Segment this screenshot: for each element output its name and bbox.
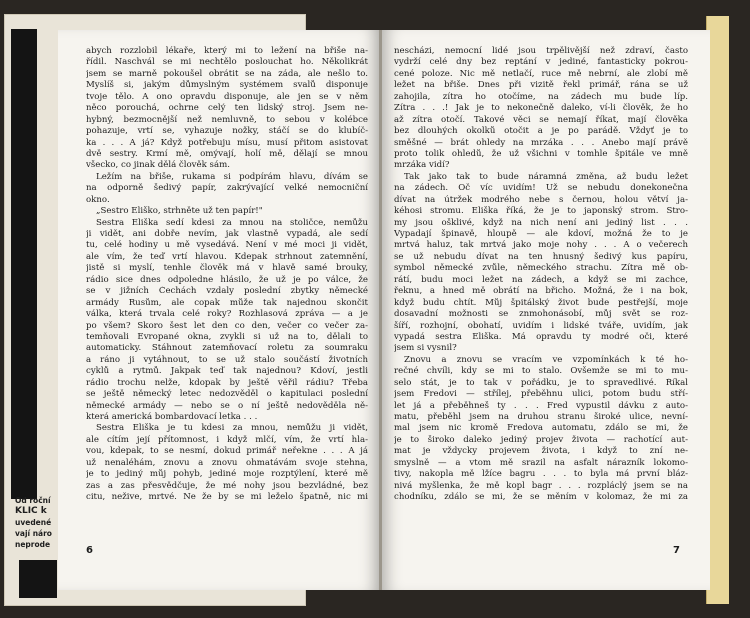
text-line: německé armády — nebo se o ní ještě nedověděla ně-: [86, 400, 368, 411]
text-line: mrzáka vidí?: [394, 160, 450, 171]
text-line: jsem Fredovi — střílej, přeběhnu ulici, potom budu stří-: [394, 389, 688, 400]
text-line: rátí, budu moci ležet na zádech, a když se mi zachce,: [394, 274, 688, 285]
text-line: ale cítím její přítomnost, i když mlčí, vím, že vrtí hla-: [86, 434, 368, 445]
text-line: šíří, rozhojní, obohatí, uvidím i lidské tváře, uvidím, jak: [394, 320, 688, 331]
black-spine-strip: [11, 29, 37, 499]
text-line: ka . . . A já? Když potřebuju mísu, musí přitom asistovat: [86, 137, 368, 148]
text-line: jsem se marně pokoušel obrátit se na záda, ale nešlo to.: [86, 68, 368, 79]
text-line: cené poloze. Nic mě netlačí, ruce mě nebrní, ale zlobí mě: [394, 68, 688, 79]
text-line: dívat na útržek modrého nebe s černou, holou větví ja-: [394, 194, 688, 205]
text-line: ležet na břiše. Dnes při vizitě řekl primář, rána se už: [394, 80, 688, 91]
underlying-line: vají náro: [15, 529, 52, 538]
text-line: je to jediný můj pohyb, jediné moje rozptýlení, které mě: [86, 469, 368, 480]
text-line: se ještě německý letec nedozvěděl o kapitulaci poslední: [86, 389, 368, 400]
text-line: Myslíš si, jakým důmyslným systémem svalů disponuje: [86, 80, 368, 91]
text-line: tu, celé hodiny u mě vysedává. Není v mé moci ji vidět,: [86, 240, 368, 251]
text-line: zahojila, zítra ho otočíme, na zádech mu bude líp.: [394, 91, 688, 102]
text-line: abych rozzlobil lékaře, který mi to ležení na břiše na-: [86, 46, 368, 56]
text-line: my jsou ošklivé, když na nich není ani jediný list . . .: [394, 217, 688, 228]
text-line: hybný, bezmocnější než nemluvně, to sebou v kolébce: [86, 114, 368, 125]
text-line: matu, přeběhl jsem na druhou stranu široké ulice, nevní-: [394, 412, 688, 422]
text-line: jsem si vysnil?: [394, 343, 457, 354]
text-line: symbol německé zvůle, německého strachu. Zítra mě ob-: [394, 263, 688, 274]
text-line: Tak jako tak to bude náramná změna, až budu ležet: [404, 171, 688, 182]
text-line: ale vím, že teď vrtí hlavou. Kdepak strhnout zatemnění,: [86, 251, 368, 262]
text-line: mal jsem nic kromě Fredova automatu, zdálo se mi, že: [394, 423, 688, 434]
text-line: dosavadní možnosti se znmohonásobí, můj svět se roz-: [394, 309, 688, 320]
text-line: smyslně — a vtom mě srazil na asfalt nárazník lokomo-: [394, 457, 688, 468]
text-line: řeknu, a hned mě obrátí na břicho. Možná, že i na bok,: [394, 286, 688, 297]
text-line: až zítra otočí. Takové věci se nemají říkat, mají člověka: [394, 114, 688, 125]
text-line: rádio sice dnes odpoledne hlásilo, že už je po válce, že: [86, 274, 368, 285]
text-line: selo stát, je to tak v pořádku, je to spravedlivé. Říkal: [394, 377, 688, 388]
text-line: se v jižních Čechách vzdaly poslední zbytky německé: [86, 286, 368, 297]
text-line: jistě si myslí, tenhle člověk má v hlavě samé brouky,: [86, 263, 368, 274]
text-line: všecko, co jinak dělá člověk sám.: [86, 160, 230, 171]
text-line: bez dlouhých okolků otočit a je po parádě. Vždyť je to: [394, 126, 688, 137]
underlying-line: uvedené: [15, 518, 52, 527]
text-line: je to široko daleko jediný projev života — rachotící aut-: [394, 434, 688, 445]
right-page: [382, 30, 710, 590]
text-line: na odporně šedivý papír, zakrývající velké nemocniční: [86, 183, 368, 194]
text-line: kéhosi stromu. Eliška říká, že je to japonský strom. Stro-: [394, 206, 688, 217]
text-line: po všem? Skoro šest let den co den, večer co večer za-: [86, 320, 368, 331]
text-line: řídil. Naschvál se mi nechtělo poslouchat ho. Několikrát: [86, 57, 368, 68]
text-line: válka, která trvala celé roky? Rozhlasová zpráva — a je: [86, 309, 368, 320]
text-line: už nenaléhám, znovu a znovu ohmatávám svoje stehna,: [86, 457, 368, 468]
text-line: tvoje tělo. A ono opravdu disponuje, ale jen se v něm: [86, 91, 368, 102]
text-line: nivá myšlenka, že mě kopl bagr . . . rozpláclý jsem se na: [394, 480, 688, 491]
text-line: rečné chvíli, kdy se mi to stalo. Ovšemže se mi to mu-: [394, 366, 688, 377]
text-line: let já a přeběhneš ty . . . Fred vypustil dávku z auto-: [394, 400, 688, 411]
text-line: Sestra Eliška je tu kdesi za mnou, nemůžu ji vidět,: [96, 423, 368, 434]
text-line: se už nebudu dívat na ten hnusný šedivý kus papíru,: [394, 251, 688, 262]
text-line: mat je vždycky projevem života, i když to zní ne-: [394, 446, 688, 457]
right-page-text: [394, 46, 688, 504]
text-line: směšné — brát ohledy na mrzáka . . . Anebo mají právě: [394, 137, 688, 148]
text-line: Znovu a znovu se vracím ve vzpomínkách k té ho-: [404, 354, 688, 365]
text-line: temňovali Evropané okna, zvykli si už na to, dělali to: [86, 331, 368, 342]
black-bottom-strip: [19, 560, 57, 598]
left-page-text: [86, 46, 368, 504]
text-line: Vypadají špinavě, hloupě — ale kdoví, možná že to je: [394, 229, 688, 239]
page-number-right: 7: [673, 545, 680, 556]
left-page: [58, 30, 380, 590]
text-line: nescházi, nemocní lidé jsou trpělivější než zdraví, často: [394, 46, 688, 56]
text-line: „Sestro Eliško, strhněte už ten papír!": [96, 206, 263, 217]
text-line: ji vidět, ani dobře nevím, jak vlastně vypadá, ale sedí: [86, 229, 368, 239]
text-line: armády Rusům, ale copak může tak najednou skončit: [86, 297, 368, 308]
text-line: Ležím na břiše, rukama si podpírám hlavu, dívám se: [96, 171, 368, 182]
text-line: vydrží celé dny bez reptání v jediné, fantasticky pokrou-: [394, 57, 688, 68]
text-line: Zítra . . .! Jak je to nekonečně daleko, ví-li člověk, že ho: [394, 103, 688, 114]
underlying-line: neprode: [15, 540, 51, 549]
underlying-line: KLIČ k: [15, 506, 47, 516]
text-line: když budu chtít. Můj špitálský život bude pestřejší, moje: [394, 297, 688, 308]
text-line: cyklů a rytmů. Jakpak teď tak najednou? Kdoví, jestli: [86, 366, 368, 377]
text-line: rádio trochu nelže, kdopak by ještě věřil rádiu? Třeba: [86, 377, 368, 388]
text-line: proto tolik ohledů, že už všichni v tomhle špitále ve mně: [394, 148, 688, 159]
text-line: mrtvá haluz, tak mrtvá jako moje nohy . . . A o večerech: [394, 240, 688, 251]
text-line: tivy, nakopla mě lžíce bagru . . . to byla má první bláz-: [394, 469, 688, 480]
underlying-line: Od roční: [15, 496, 51, 505]
text-line: vypadá sestra Eliška. Má opravdu ty modré oči, které: [394, 331, 688, 342]
text-line: která americká bombardovací letka . . .: [86, 412, 258, 422]
page-number-left: 6: [86, 545, 93, 556]
text-line: automaticky. Stáhnout zatemňovací roletu za soumraku: [86, 343, 368, 354]
text-line: a ráno ji vytáhnout, to se už stalo součástí životních: [86, 354, 368, 365]
text-line: dvě sestry. Krmí mě, omývají, holí mě, dělají se mnou: [86, 148, 368, 159]
text-line: citu, nežive, mrtvé. Ne že by se mi leželo špatně, nic mi: [86, 492, 368, 503]
text-line: okno.: [86, 194, 110, 205]
text-line: pohazuje, vrtí se, vyhazuje nožky, stáčí se do klubíč-: [86, 126, 368, 137]
text-line: vou, kdepak, to se nesmí, dokud primář neřekne . . . A já: [86, 446, 368, 457]
text-line: chodníku, zdálo se mi, že se měním v kolomaz, že mi za: [394, 492, 688, 503]
text-line: něco porouchá, ochrne celý ten lidský stroj. Jsem ne-: [86, 103, 368, 114]
text-line: zas a zas přesvědčuje, že mé nohy jsou bezvládné, bez: [86, 480, 368, 491]
text-line: Sestra Eliška sedí kdesi za mnou na stoličce, nemůžu: [96, 217, 368, 228]
text-line: na zádech. Oč víc uvidím! Už se nebudu donekonečna: [394, 183, 688, 194]
